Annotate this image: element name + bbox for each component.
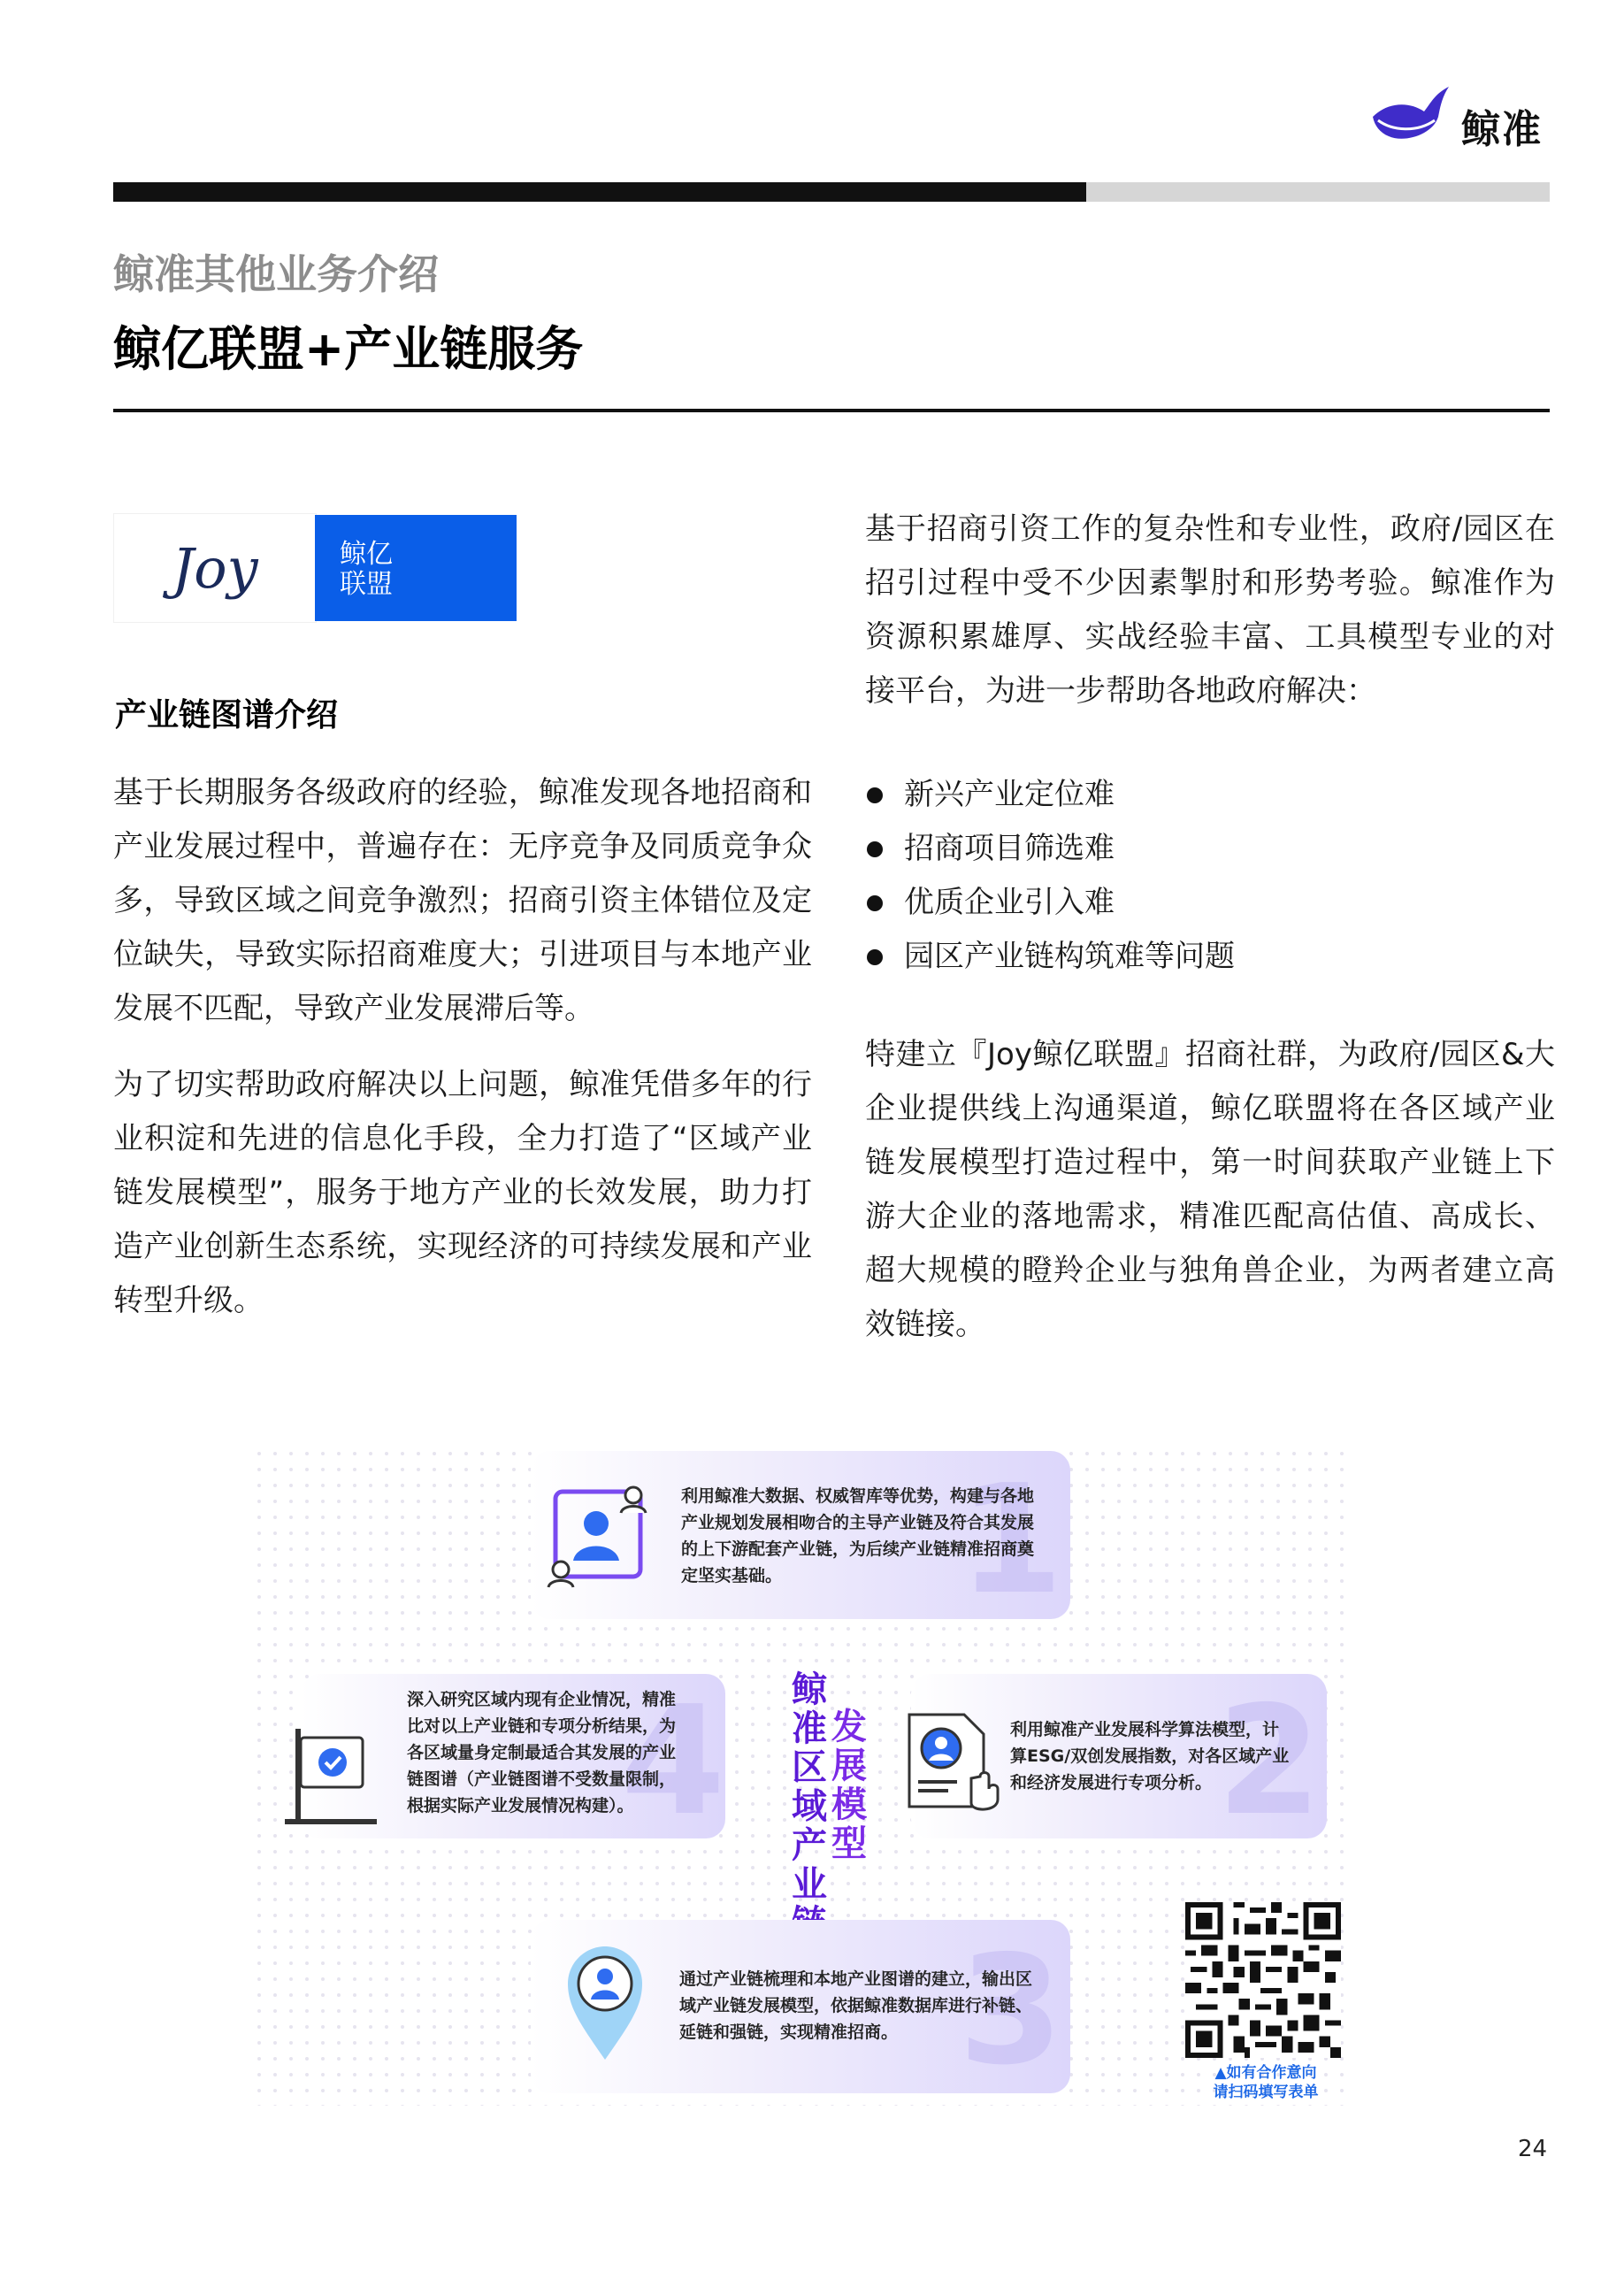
list-item: 优质企业引入难	[865, 876, 1235, 930]
user-network-icon	[541, 1478, 655, 1591]
model-title-vertical-2: 发展模型	[831, 1707, 867, 1864]
document-search-icon	[902, 1708, 1007, 1823]
left-paragraph-2: 为了切实帮助政府解决以上问题，鲸准凭借多年的行业积淀和先进的信息化手段，全力打造了“区域产业链发展模型”，服务于地方产业的长效发展，助力打造产业创新生态系统，实现经济的可持续发展和产业转型升级。	[113, 1067, 812, 1318]
location-pin-user-icon	[563, 1943, 647, 2063]
card-text-1: 利用鲸准大数据、权威智库等优势，构建与各地产业规划发展相吻合的主导产业链及符合其发展的上下游配套产业链，为后续产业链精准招商奠定坚实基础。	[681, 1486, 1035, 1585]
list-item: 招商项目筛选难	[865, 822, 1235, 876]
model-title-vertical-1: 鲸准区域产业	[792, 1669, 827, 1905]
problem-list	[865, 768, 1235, 984]
section-heading: 产业链图谱介绍	[115, 697, 339, 733]
qr-caption-line1: ▲如有合作意向	[1214, 2064, 1317, 2082]
joy-logo-text: Joy	[172, 535, 258, 601]
qr-code-icon[interactable]	[1185, 1902, 1341, 2058]
right-paragraph-1: 基于招商引资工作的复杂性和专业性，政府/园区在招引过程中受不少因素掣肘和形势考验。鲸准作为资源积累雄厚、实战经验丰富、工具模型专业的对接平台，为进一步帮助各地政府解决：	[865, 511, 1555, 709]
left-paragraph-1: 基于长期服务各级政府的经验，鲸准发现各地招商和产业发展过程中，普遍存在：无序竞争及同质竞争众多，导致区域之间竞争激烈；招商引资主体错位及定位缺失，导致实际招商难度大；引进项目与本地产业发展不匹配，导致产业发展滞后等。	[113, 775, 812, 1026]
alliance-logo	[315, 515, 517, 621]
qr-caption-line2: 请扫码填写表单	[1213, 2084, 1319, 2101]
card-text-3: 通过产业链梳理和本地产业图谱的建立，输出区域产业链发展模型，依据鲸准数据库进行补链、延链和强链，实现精准招商。	[679, 1969, 1033, 2042]
card-number-4: 4	[620, 1674, 725, 1849]
header-bar-light	[1086, 182, 1550, 202]
joy-logo	[113, 513, 317, 623]
title-divider	[113, 409, 1550, 412]
alliance-logo-line1: 鲸亿	[340, 539, 393, 570]
brand-name: 鲸准	[1461, 107, 1543, 152]
whale-logo-icon	[1369, 85, 1454, 149]
alliance-logo-line2: 联盟	[340, 569, 393, 600]
card-number-2: 2	[1216, 1674, 1321, 1849]
card-text-4: 深入研究区域内现有企业情况，精准比对以上产业链和专项分析结果，为各区域量身定制最适合其发展的产业链图谱（产业链图谱不受数量限制，根据实际产业发展情况构建）。	[407, 1690, 677, 1815]
flag-check-icon	[280, 1725, 377, 1831]
page-title: 鲸亿联盟+产业链服务	[113, 321, 584, 377]
list-item: 新兴产业定位难	[865, 768, 1235, 822]
card-number-3: 3	[958, 1923, 1063, 2099]
right-paragraph-2: 特建立『Joy鲸亿联盟』招商社群，为政府/园区&大企业提供线上沟通渠道，鲸亿联盟将在各区域产业链发展模型打造过程中，第一时间获取产业链上下游大企业的落地需求，精准匹配高估值、高成长、超大规模的瞪羚企业与独角兽企业，为两者建立高效链接。	[865, 1037, 1555, 1342]
card-text-2: 利用鲸准产业发展科学算法模型，计算ESG/双创发展指数，对各区域产业和经济发展进行专项分析。	[1010, 1720, 1290, 1792]
header-bar-dark	[113, 182, 1086, 202]
page-subtitle: 鲸准其他业务介绍	[113, 250, 439, 298]
page-number: 24	[1518, 2136, 1548, 2162]
list-item: 园区产业链构筑难等问题	[865, 930, 1235, 984]
qr-caption	[1173, 2063, 1359, 2102]
card-number-1: 1	[958, 1453, 1063, 1628]
